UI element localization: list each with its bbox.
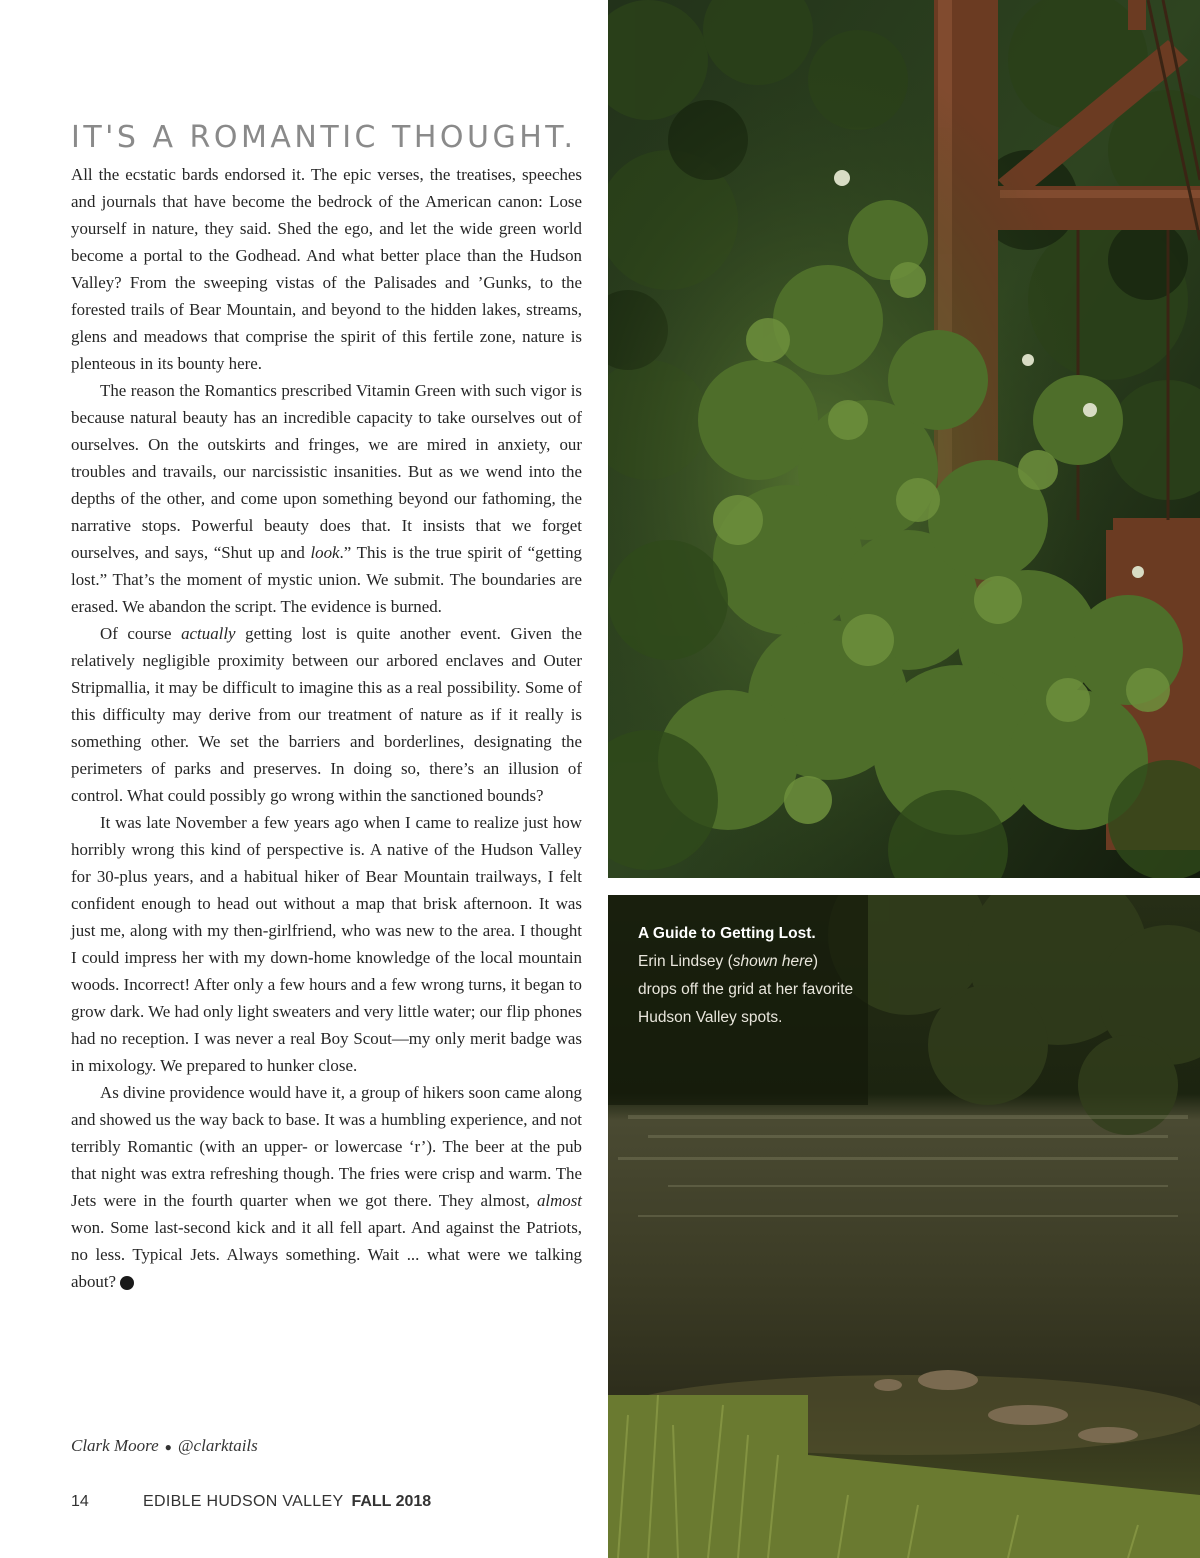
byline-author: Clark Moore <box>71 1436 159 1455</box>
paragraph-text: All the ecstatic bards endorsed it. The epic verses, the treatises, speeches and journals that have become the bedrock of the American canon: Lose yourself in nature, they said. Shed the ego, and let the wide green world become a portal to the Godhead. And what better place than the Hudson Valley? From the sweeping vistas of the Palisades and ’Gunks, to the forested trails of Bear Mountain, and beyond to the hidden lakes, streams, glens and meadows that comprise the spirit of this fertile zone, nature is plenteous in its bounty here. <box>71 165 582 373</box>
article-body <box>71 161 582 1295</box>
bridge-foliage-photo <box>608 0 1200 878</box>
photo-caption <box>638 920 858 1032</box>
caption-text-pre: Erin Lindsey ( <box>638 953 733 970</box>
article-headline: IT'S A ROMANTIC THOUGHT. <box>71 120 577 155</box>
byline <box>71 1432 258 1461</box>
byline-handle: @clarktails <box>177 1436 258 1455</box>
paragraph-text: It was late November a few years ago when I came to realize just how horribly wrong this kind of perspective is. A native of the Hudson Valley for 30-plus years, and a habitual hiker of Bear Mountain trailways, I felt confident enough to head out without a map that brisk afternoon. It was just me, along with my then-girlfriend, who was new to the area. I thought I could impress her with my down-home knowledge of the local mountain woods. Incorrect! After only a few hours and a few wrong turns, it began to grow dark. We had only light sweaters and very little water; our flip phones had no reception. I was never a real Boy Scout—my only merit badge was in mixology. We prepared to hunker close. <box>71 813 582 1075</box>
paragraph-emphasis: look <box>310 543 340 562</box>
paragraph-emphasis: actually <box>181 624 236 643</box>
article-paragraph <box>71 161 582 377</box>
article-paragraph <box>71 809 582 1079</box>
caption-title: A Guide to Getting Lost. <box>638 925 816 942</box>
paragraph-text: As divine providence would have it, a group of hikers soon came along and showed us the way back to base. It was a humbling experience, and not terribly Romantic (with an upper- or lowercase ‘r’). The beer at the pub that night was extra refreshing though. The fries were crisp and warm. The Jets were in the fourth quarter when we got there. They almost, <box>71 1083 582 1210</box>
magazine-name: EDIBLE HUDSON VALLEY <box>143 1493 344 1510</box>
page-number: 14 <box>71 1493 89 1510</box>
article-paragraph <box>71 620 582 809</box>
end-mark-icon: e <box>120 1276 134 1290</box>
issue-name: FALL 2018 <box>351 1493 432 1510</box>
paragraph-text: won. Some last-second kick and it all fell apart. And against the Patriots, no less. Typical Jets. Always something. Wait ... what were we talking about? <box>71 1218 582 1291</box>
byline-separator: ● <box>164 1440 172 1455</box>
caption-text-italic: shown here <box>732 953 813 970</box>
paragraph-text: The reason the Romantics prescribed Vitamin Green with such vigor is because natural beauty has an incredible capacity to take ourselves out of ourselves. On the outskirts and fringes, we are mired in anxiety, our troubles and travails, our narcissistic insanities. But as we wend into the depths of the other, and come upon something beyond our fathoming, the narrative stops. Powerful beauty does that. It insists that we forget ourselves, and says, “Shut up and <box>71 381 582 562</box>
paragraph-text: getting lost is quite another event. Given the relatively negligible proximity between our arbored enclaves and Outer Stripmallia, it may be difficult to imagine this as a real possibility. Some of this difficulty may derive from our treatment of nature as if it really is something other. We set the barriers and borderlines, designating the perimeters of parks and preserves. In doing so, there’s an illusion of control. What could possibly go wrong within the sanctioned bounds? <box>71 624 583 805</box>
caption-text-post: ) <box>812 953 819 970</box>
article-paragraph <box>71 377 582 620</box>
article-paragraph <box>71 1079 582 1295</box>
page-footer <box>71 1488 571 1516</box>
paragraph-text: Of course <box>100 624 182 643</box>
paragraph-emphasis: almost <box>536 1191 582 1210</box>
paragraph-text: .” This is the true spirit of “getting lost.” That’s the moment of mystic union. We submit. The boundaries are erased. We abandon the script. The evidence is burned. <box>71 543 582 616</box>
caption-text-rest: drops off the grid at her favorite Hudson Valley spots. <box>638 981 854 1026</box>
caption-line <box>638 948 858 1032</box>
